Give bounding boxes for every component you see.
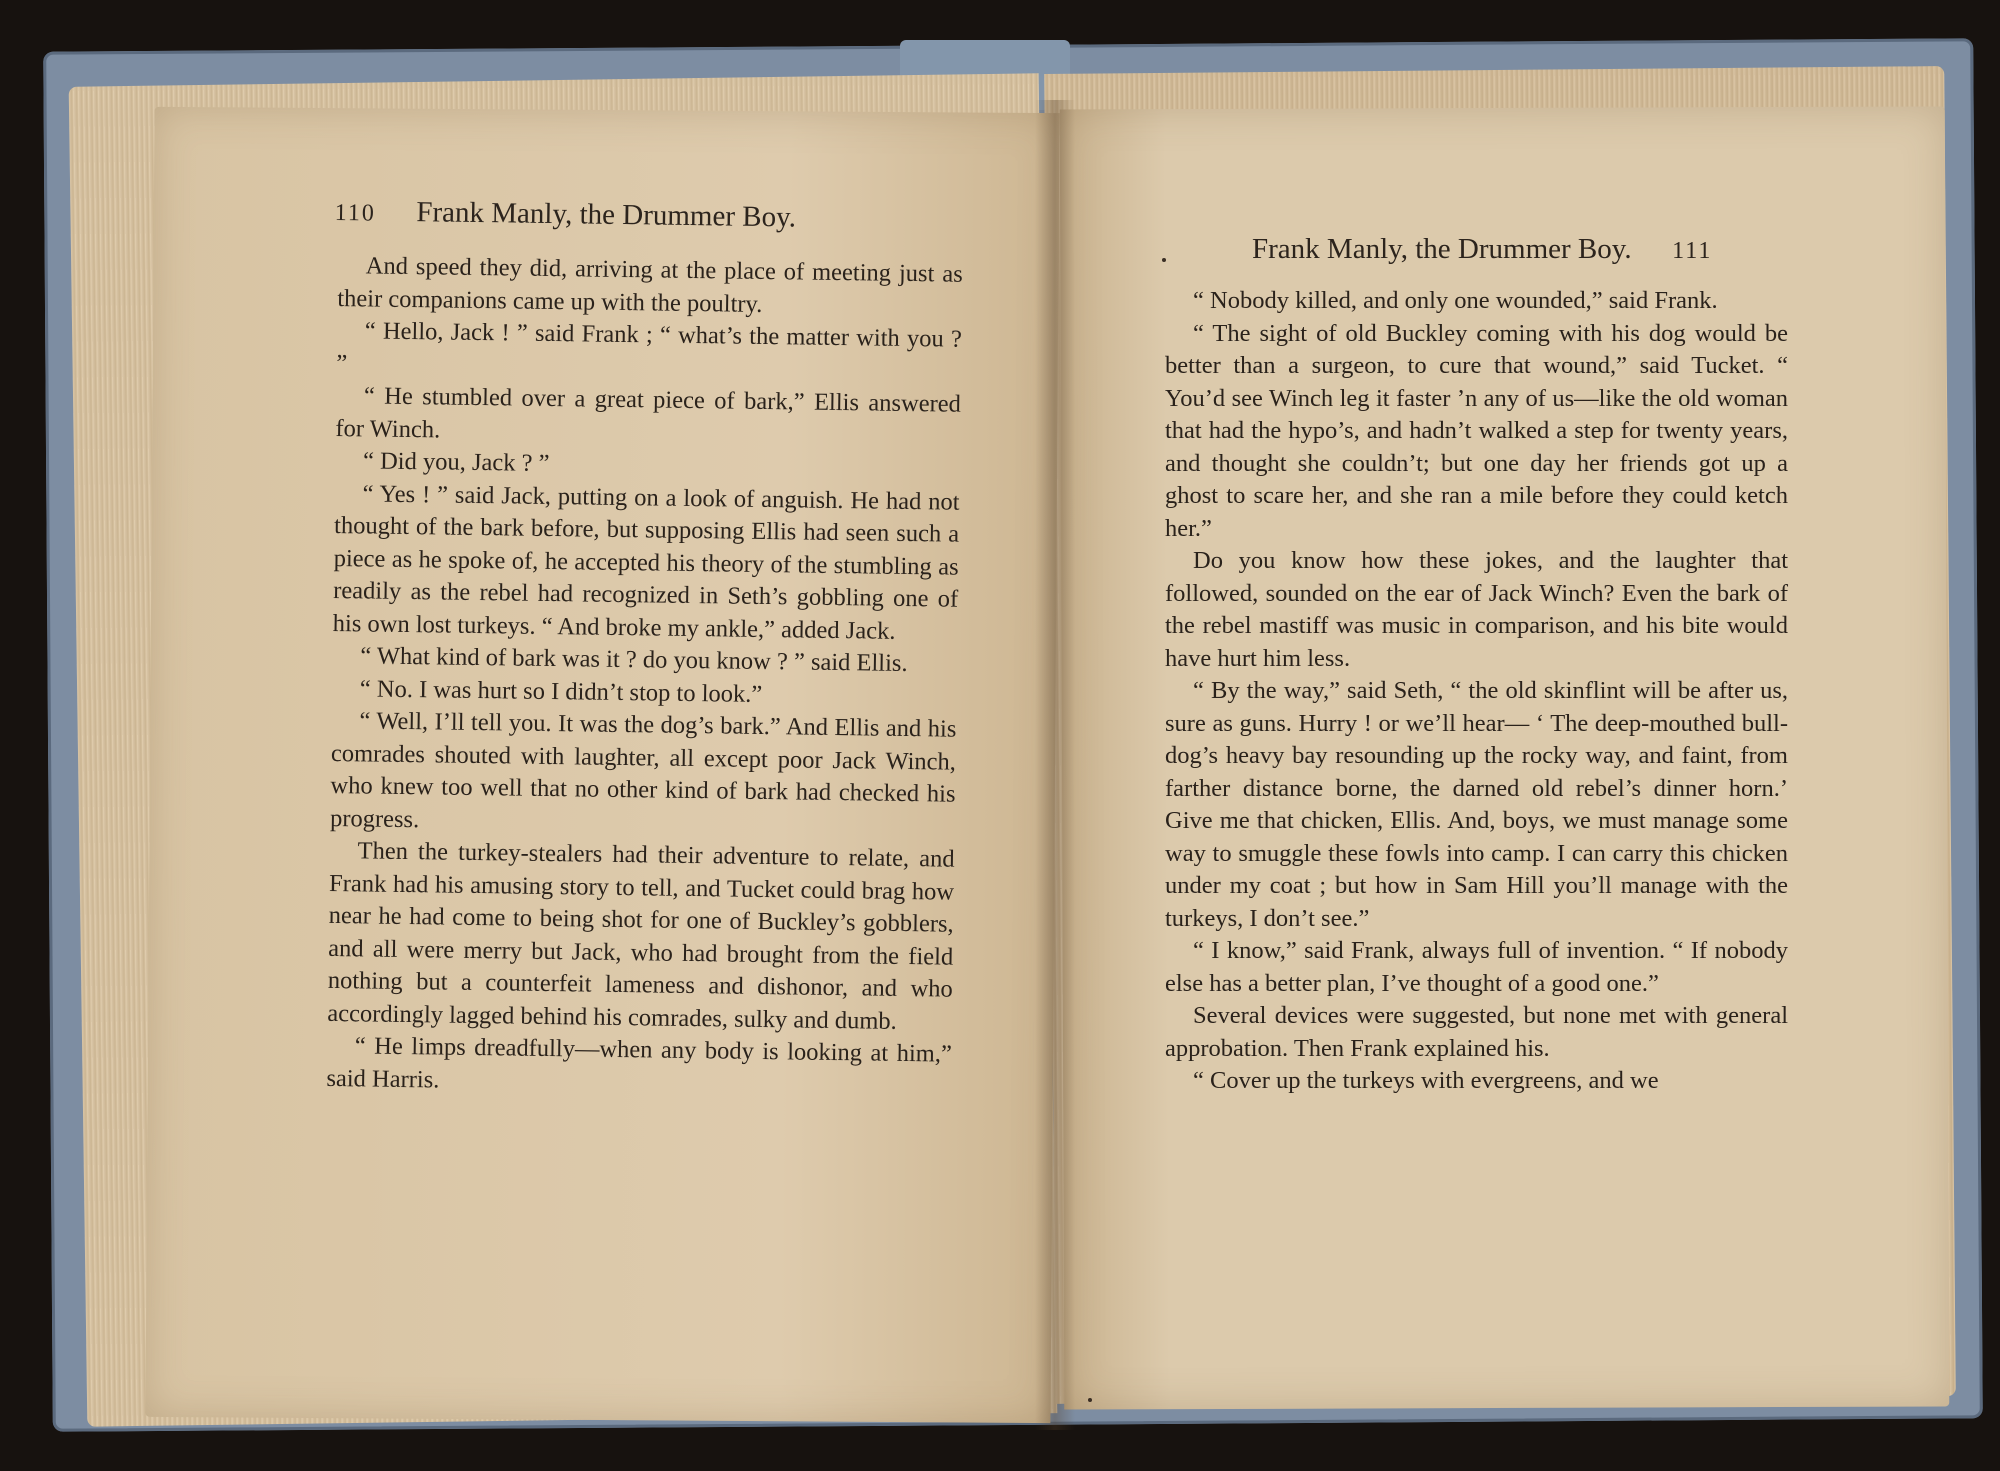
right-running-title: Frank Manly, the Drummer Boy. [1252, 233, 1632, 265]
left-running-title: Frank Manly, the Drummer Boy. [416, 196, 797, 234]
right-page-text [1165, 285, 1788, 1098]
paragraph: “ Did you, Jack ? ” [362, 447, 550, 477]
paragraph: “ By the way,” said Seth, “ the old skinflint will be after us, sure as guns. Hurry ! or we’ll hear— ‘ The deep-mouthed bull-dog’s heavy bay resounding up the rocky way, and faint, from farther distance borne, the darned old rebel’s dinner horn.’ Give me that chicken, Ellis. And, boys, we must manage some way to smuggle these fowls into camp. I can carry this chicken under my coat ; but how in Sam Hill you’ll manage with the turkeys, I don’t see.” [1165, 677, 1788, 932]
right-page-number: 111 [1672, 238, 1713, 264]
paper-speck [1088, 1398, 1092, 1402]
paragraph: “ Hello, Jack ! ” said Frank ; “ what’s the matter with you ? ” [336, 317, 963, 377]
paragraph: And speed they did, arriving at the place of meeting just as their companions came up with the poultry. [337, 252, 963, 318]
paragraph: “ Nobody killed, and only one wounded,” said Frank. [1193, 287, 1718, 314]
paragraph: “ I know,” said Frank, always full of invention. “ If nobody else has a better plan, I’ve thought of a good one.” [1165, 937, 1788, 997]
paragraph: “ Cover up the turkeys with evergreens, and we [1193, 1067, 1659, 1094]
left-page-number: 110 [334, 199, 377, 227]
paragraph: Several devices were suggested, but none met with general approbation. Then Frank explained his. [1165, 1002, 1788, 1062]
paragraph: “ No. I was hurt so I didn’t stop to look.” [359, 674, 763, 708]
right-page-header [1252, 233, 1712, 266]
left-page-header [335, 195, 797, 234]
paragraph: “ What kind of bark was it ? do you know ? ” said Ellis. [360, 642, 908, 677]
paragraph: “ He stumbled over a great piece of bark,” Ellis answered for Winch. [335, 382, 962, 443]
left-page-text [326, 250, 963, 1104]
paragraph: Do you know how these jokes, and the laughter that followed, sounded on the ear of Jack Winch? Even the bark of the rebel mastiff was music in comparison, and his bite would have hurt him less. [1165, 547, 1788, 672]
paragraph: “ He limps dreadfully—when any body is looking at him,” said Harris. [326, 1032, 953, 1093]
paragraph: “ Well, I’ll tell you. It was the dog’s bark.” And Ellis and his comrades shouted with laughter, all except poor Jack Winch, who knew too well that no other kind of bark had checked his progress. [329, 707, 957, 833]
book-gutter [1035, 100, 1075, 1430]
paragraph: “ Yes ! ” said Jack, putting on a look of anguish. He had not thought of the bark before, but supposing Ellis had seen such a piece as he spoke of, he accepted his theory of the stumbling as readily as the rebel had recognized in Seth’s gobbling one of his own lost turkeys. “ And broke my ankle,” added Jack. [332, 479, 960, 645]
paper-speck [1162, 258, 1166, 262]
paragraph: “ The sight of old Buckley coming with his dog would be better than a surgeon, to cure that wound,” said Tucket. “ You’d see Winch leg it faster ’n any of us—like the old woman that had the hypo’s, and hadn’t walked a step for twenty years, and thought she couldn’t; but one day her friends got up a ghost to scare her, and she ran a mile before they could ketch her.” [1165, 319, 1788, 542]
paragraph: Then the turkey-stealers had their adventure to relate, and Frank had his amusing story to tell, and Tucket could brag how near he had come to being shot for one of Buckley’s gobblers, and all were merry but Jack, who had brought from the field nothing but a counterfeit lameness and dishonor, and who accordingly lagged behind his comrades, sulky and dumb. [327, 837, 955, 1035]
